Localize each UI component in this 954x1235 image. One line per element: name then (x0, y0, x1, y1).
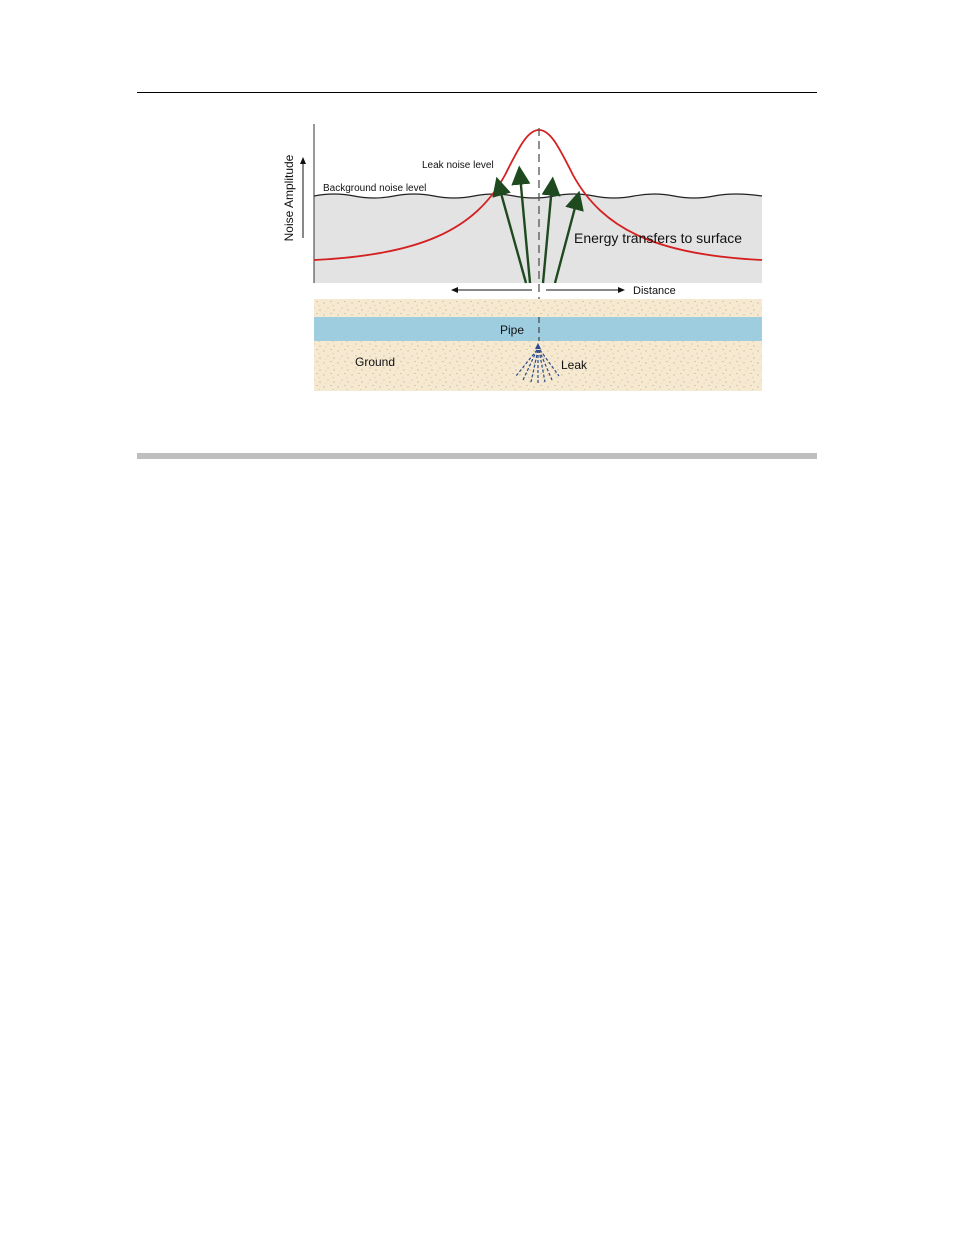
leak-noise-label: Leak noise level (422, 160, 494, 171)
ground-label: Ground (355, 355, 396, 369)
distance-label: Distance (633, 285, 676, 297)
y-axis-label: Noise Amplitude (282, 154, 296, 242)
pipe-label: Pipe (499, 323, 525, 337)
background-noise-line (314, 194, 762, 198)
pipe (314, 317, 762, 341)
background-noise-label: Background noise level (323, 183, 427, 194)
energy-label: Energy transfers to surface (574, 230, 743, 246)
leak-label: Leak (561, 358, 588, 372)
section-divider (137, 453, 817, 459)
leak-noise-diagram (0, 0, 954, 440)
